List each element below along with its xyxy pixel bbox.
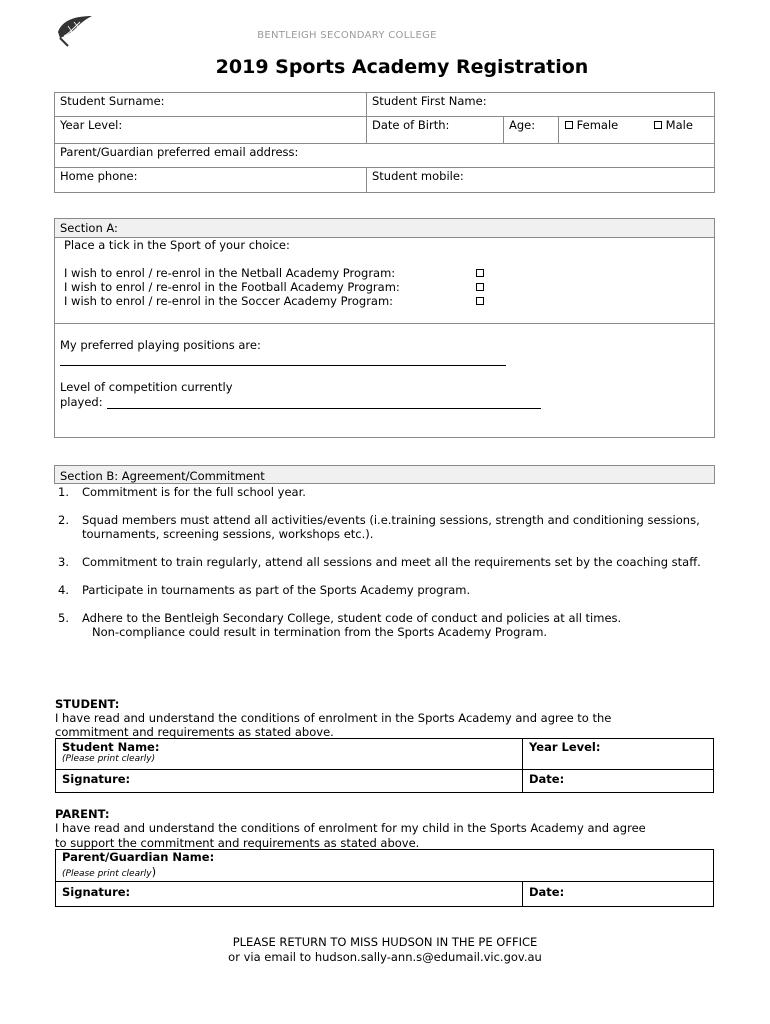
female-label: Female (576, 118, 619, 132)
student-heading: STUDENT: (55, 697, 120, 711)
surname-label: Student Surname: (60, 94, 165, 108)
list-item: 5. Adhere to the Bentleigh Secondary College, student code of conduct and policies at all times. (58, 611, 622, 625)
parent-date-label: Date: (529, 885, 565, 899)
section-a-heading: Section A: (60, 221, 118, 235)
netball-checkbox[interactable] (476, 269, 484, 277)
section-b-heading: Section B: Agreement/Commitment (60, 469, 265, 483)
parent-print-note: (Please print clearly) (62, 865, 157, 879)
section-a-instruction: Place a tick in the Sport of your choice: (64, 238, 290, 252)
football-option-label: I wish to enrol / re-enrol in the Football Academy Program: (64, 280, 400, 294)
dob-label: Date of Birth: (372, 118, 450, 132)
list-item: 1. Commitment is for the full school year. (58, 485, 306, 499)
soccer-option-label: I wish to enrol / re-enrol in the Soccer Academy Program: (64, 294, 394, 308)
football-checkbox[interactable] (476, 283, 484, 291)
student-statement-2: commitment and requirements as stated above. (55, 725, 334, 739)
positions-label: My preferred playing positions are: (60, 338, 261, 352)
parent-statement-2: to support the commitment and requirements as stated above. (55, 836, 420, 850)
home-phone-label: Home phone: (60, 169, 138, 183)
competition-input-line[interactable] (107, 408, 541, 409)
student-year-level-label: Year Level: (529, 740, 601, 754)
list-item: 4. Participate in tournaments as part of the Sports Academy program. (58, 583, 471, 597)
female-checkbox[interactable] (565, 121, 573, 129)
mobile-label: Student mobile: (372, 169, 464, 183)
student-statement: I have read and understand the conditions of enrolment in the Sports Academy and agree to the (55, 711, 612, 725)
netball-option-label: I wish to enrol / re-enrol in the Netball Academy Program: (64, 266, 396, 280)
footer-line-1: PLEASE RETURN TO MISS HUDSON IN THE PE OFFICE (232, 935, 538, 949)
positions-input-line[interactable] (60, 365, 506, 366)
parent-heading: PARENT: (55, 807, 110, 821)
competition-label: Level of competition currently (60, 380, 233, 394)
first-name-label: Student First Name: (372, 94, 487, 108)
year-level-label: Year Level: (60, 118, 123, 132)
male-checkbox[interactable] (654, 121, 662, 129)
return-instructions (0, 935, 770, 965)
student-print-note: (Please print clearly) (62, 754, 156, 764)
parent-name-label: Parent/Guardian Name: (62, 850, 215, 864)
page-title: 2019 Sports Academy Registration (215, 56, 589, 78)
list-item: 3. Commitment to train regularly, attend all sessions and meet all the requirements set by the coaching staff. (58, 555, 701, 569)
soccer-checkbox[interactable] (476, 297, 484, 305)
agreement-list (58, 485, 728, 639)
male-option[interactable] (654, 118, 693, 132)
age-label: Age: (509, 118, 536, 132)
section-a-header (54, 218, 715, 238)
list-item: 2. Squad members must attend all activities/events (i.e.training sessions, strength and conditioning sessions, tournaments, screening sessions, workshops etc.). (58, 513, 700, 541)
parent-signature-label: Signature: (62, 885, 131, 899)
male-label: Male (665, 118, 693, 132)
school-name: BENTLEIGH SECONDARY COLLEGE (257, 30, 437, 41)
student-signature-label: Signature: (62, 772, 131, 786)
parent-statement: I have read and understand the conditions of enrolment for my child in the Sports Academy and agree (55, 821, 646, 835)
student-date-label: Date: (529, 772, 565, 786)
footer-email[interactable]: or via email to hudson.sally-ann.s@edumail.vic.gov.au (228, 950, 542, 964)
email-label: Parent/Guardian preferred email address: (60, 145, 299, 159)
student-name-label: Student Name: (62, 740, 160, 754)
list-item-continuation: Non-compliance could result in termination from the Sports Academy Program. (92, 625, 548, 639)
female-option[interactable] (565, 118, 618, 132)
competition-label-2: played: (60, 395, 103, 409)
